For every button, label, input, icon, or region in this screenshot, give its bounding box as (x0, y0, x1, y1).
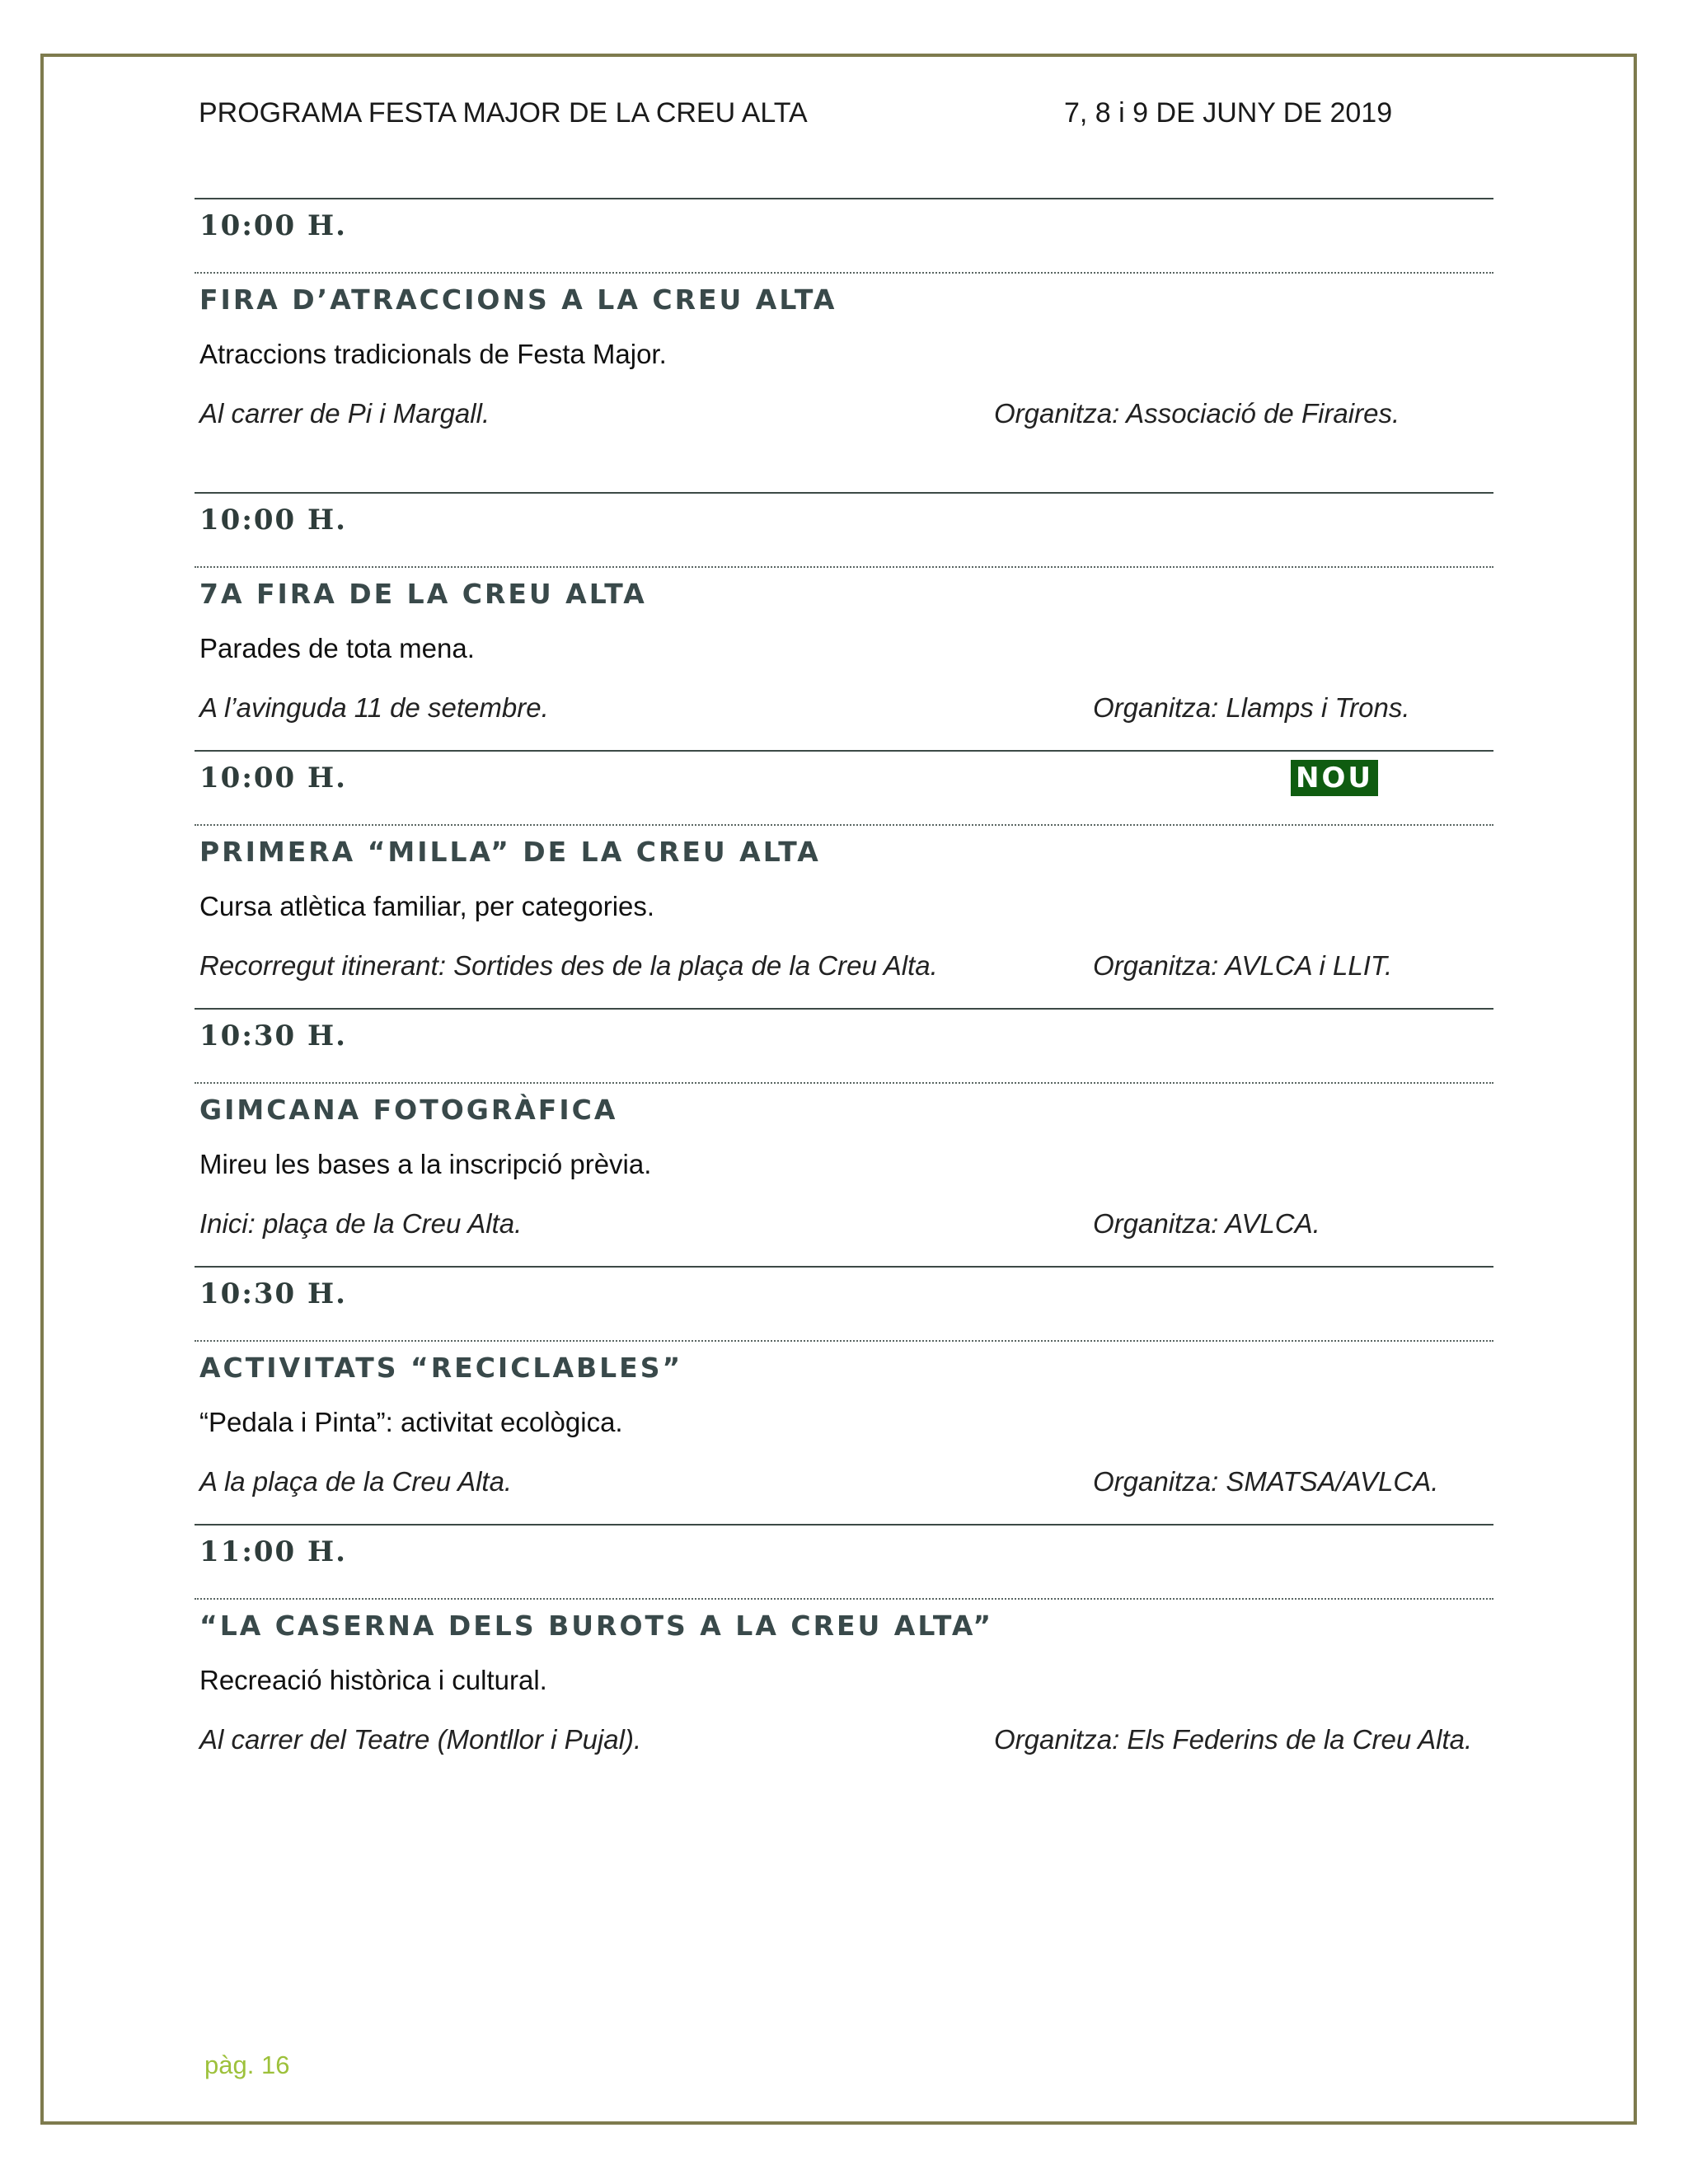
event-time: 10:00 H. (199, 762, 347, 794)
event-location: Al carrer del Teatre (Montllor i Pujal). (199, 1724, 642, 1755)
event-organizer: Organitza: Els Federins de la Creu Alta. (994, 1724, 1473, 1755)
event-location: Inici: plaça de la Creu Alta. (199, 1208, 523, 1239)
program-dates: 7, 8 i 9 DE JUNY DE 2019 (1064, 97, 1393, 129)
event-item (195, 1008, 1493, 1266)
event-time: 10:00 H. (199, 504, 347, 537)
event-organizer: Organitza: AVLCA. (1093, 1208, 1320, 1239)
event-item (195, 1524, 1493, 1764)
dotted-divider (195, 566, 1493, 568)
page-number: pàg. 16 (204, 2050, 290, 2079)
event-item (195, 1266, 1493, 1524)
event-location: Recorregut itinerant: Sortides des de la plaça de la Creu Alta. (199, 950, 938, 981)
time-row (195, 1010, 1493, 1082)
event-description: Cursa atlètica familiar, per categories. (199, 891, 655, 921)
event-location: A la plaça de la Creu Alta. (199, 1466, 513, 1497)
event-info (195, 950, 1493, 990)
event-description: Parades de tota mena. (199, 633, 475, 663)
event-title: FIRA D’ATRACCIONS A LA CREU ALTA (199, 284, 837, 316)
dotted-divider (195, 272, 1493, 274)
event-time: 10:00 H. (199, 209, 347, 242)
dotted-divider (195, 1598, 1493, 1600)
event-organizer: Organitza: Llamps i Trons. (1093, 692, 1410, 723)
event-organizer: Organitza: AVLCA i LLIT. (1093, 950, 1393, 981)
event-description: Mireu les bases a la inscripció prèvia. (199, 1149, 652, 1179)
event-description: “Pedala i Pinta”: activitat ecològica. (199, 1407, 623, 1437)
time-row (195, 199, 1493, 272)
event-info (195, 692, 1493, 732)
event-list (195, 198, 1493, 1764)
event-time: 10:30 H. (199, 1019, 347, 1052)
event-item (195, 750, 1493, 1008)
dotted-divider (195, 1082, 1493, 1084)
event-time: 10:30 H. (199, 1277, 347, 1310)
program-title: PROGRAMA FESTA MAJOR DE LA CREU ALTA (199, 97, 808, 129)
event-title: 7A FIRA DE LA CREU ALTA (199, 578, 647, 610)
time-row (195, 1526, 1493, 1598)
event-organizer: Organitza: Associació de Firaires. (994, 398, 1400, 429)
event-location: A l’avinguda 11 de setembre. (199, 692, 549, 723)
event-organizer: Organitza: SMATSA/AVLCA. (1093, 1466, 1439, 1497)
new-badge: NOU (1291, 760, 1378, 796)
dotted-divider (195, 1340, 1493, 1342)
event-info (195, 398, 1493, 438)
event-description: Recreació històrica i cultural. (199, 1665, 547, 1695)
time-row (195, 752, 1493, 824)
dotted-divider (195, 824, 1493, 826)
time-row (195, 1268, 1493, 1340)
event-item (195, 198, 1493, 492)
event-title: GIMCANA FOTOGRÀFICA (199, 1094, 618, 1126)
time-row (195, 494, 1493, 566)
event-info (195, 1208, 1493, 1248)
event-item (195, 492, 1493, 750)
page-header (199, 97, 1507, 138)
event-title: PRIMERA “MILLA” DE LA CREU ALTA (199, 836, 821, 868)
event-location: Al carrer de Pi i Margall. (199, 398, 490, 429)
event-info (195, 1466, 1493, 1506)
event-time: 11:00 H. (199, 1535, 347, 1568)
event-title: “LA CASERNA DELS BUROTS A LA CREU ALTA” (199, 1610, 994, 1642)
event-title: ACTIVITATS “RECICLABLES” (199, 1352, 683, 1384)
event-info (195, 1724, 1493, 1764)
event-description: Atraccions tradicionals de Festa Major. (199, 339, 667, 369)
